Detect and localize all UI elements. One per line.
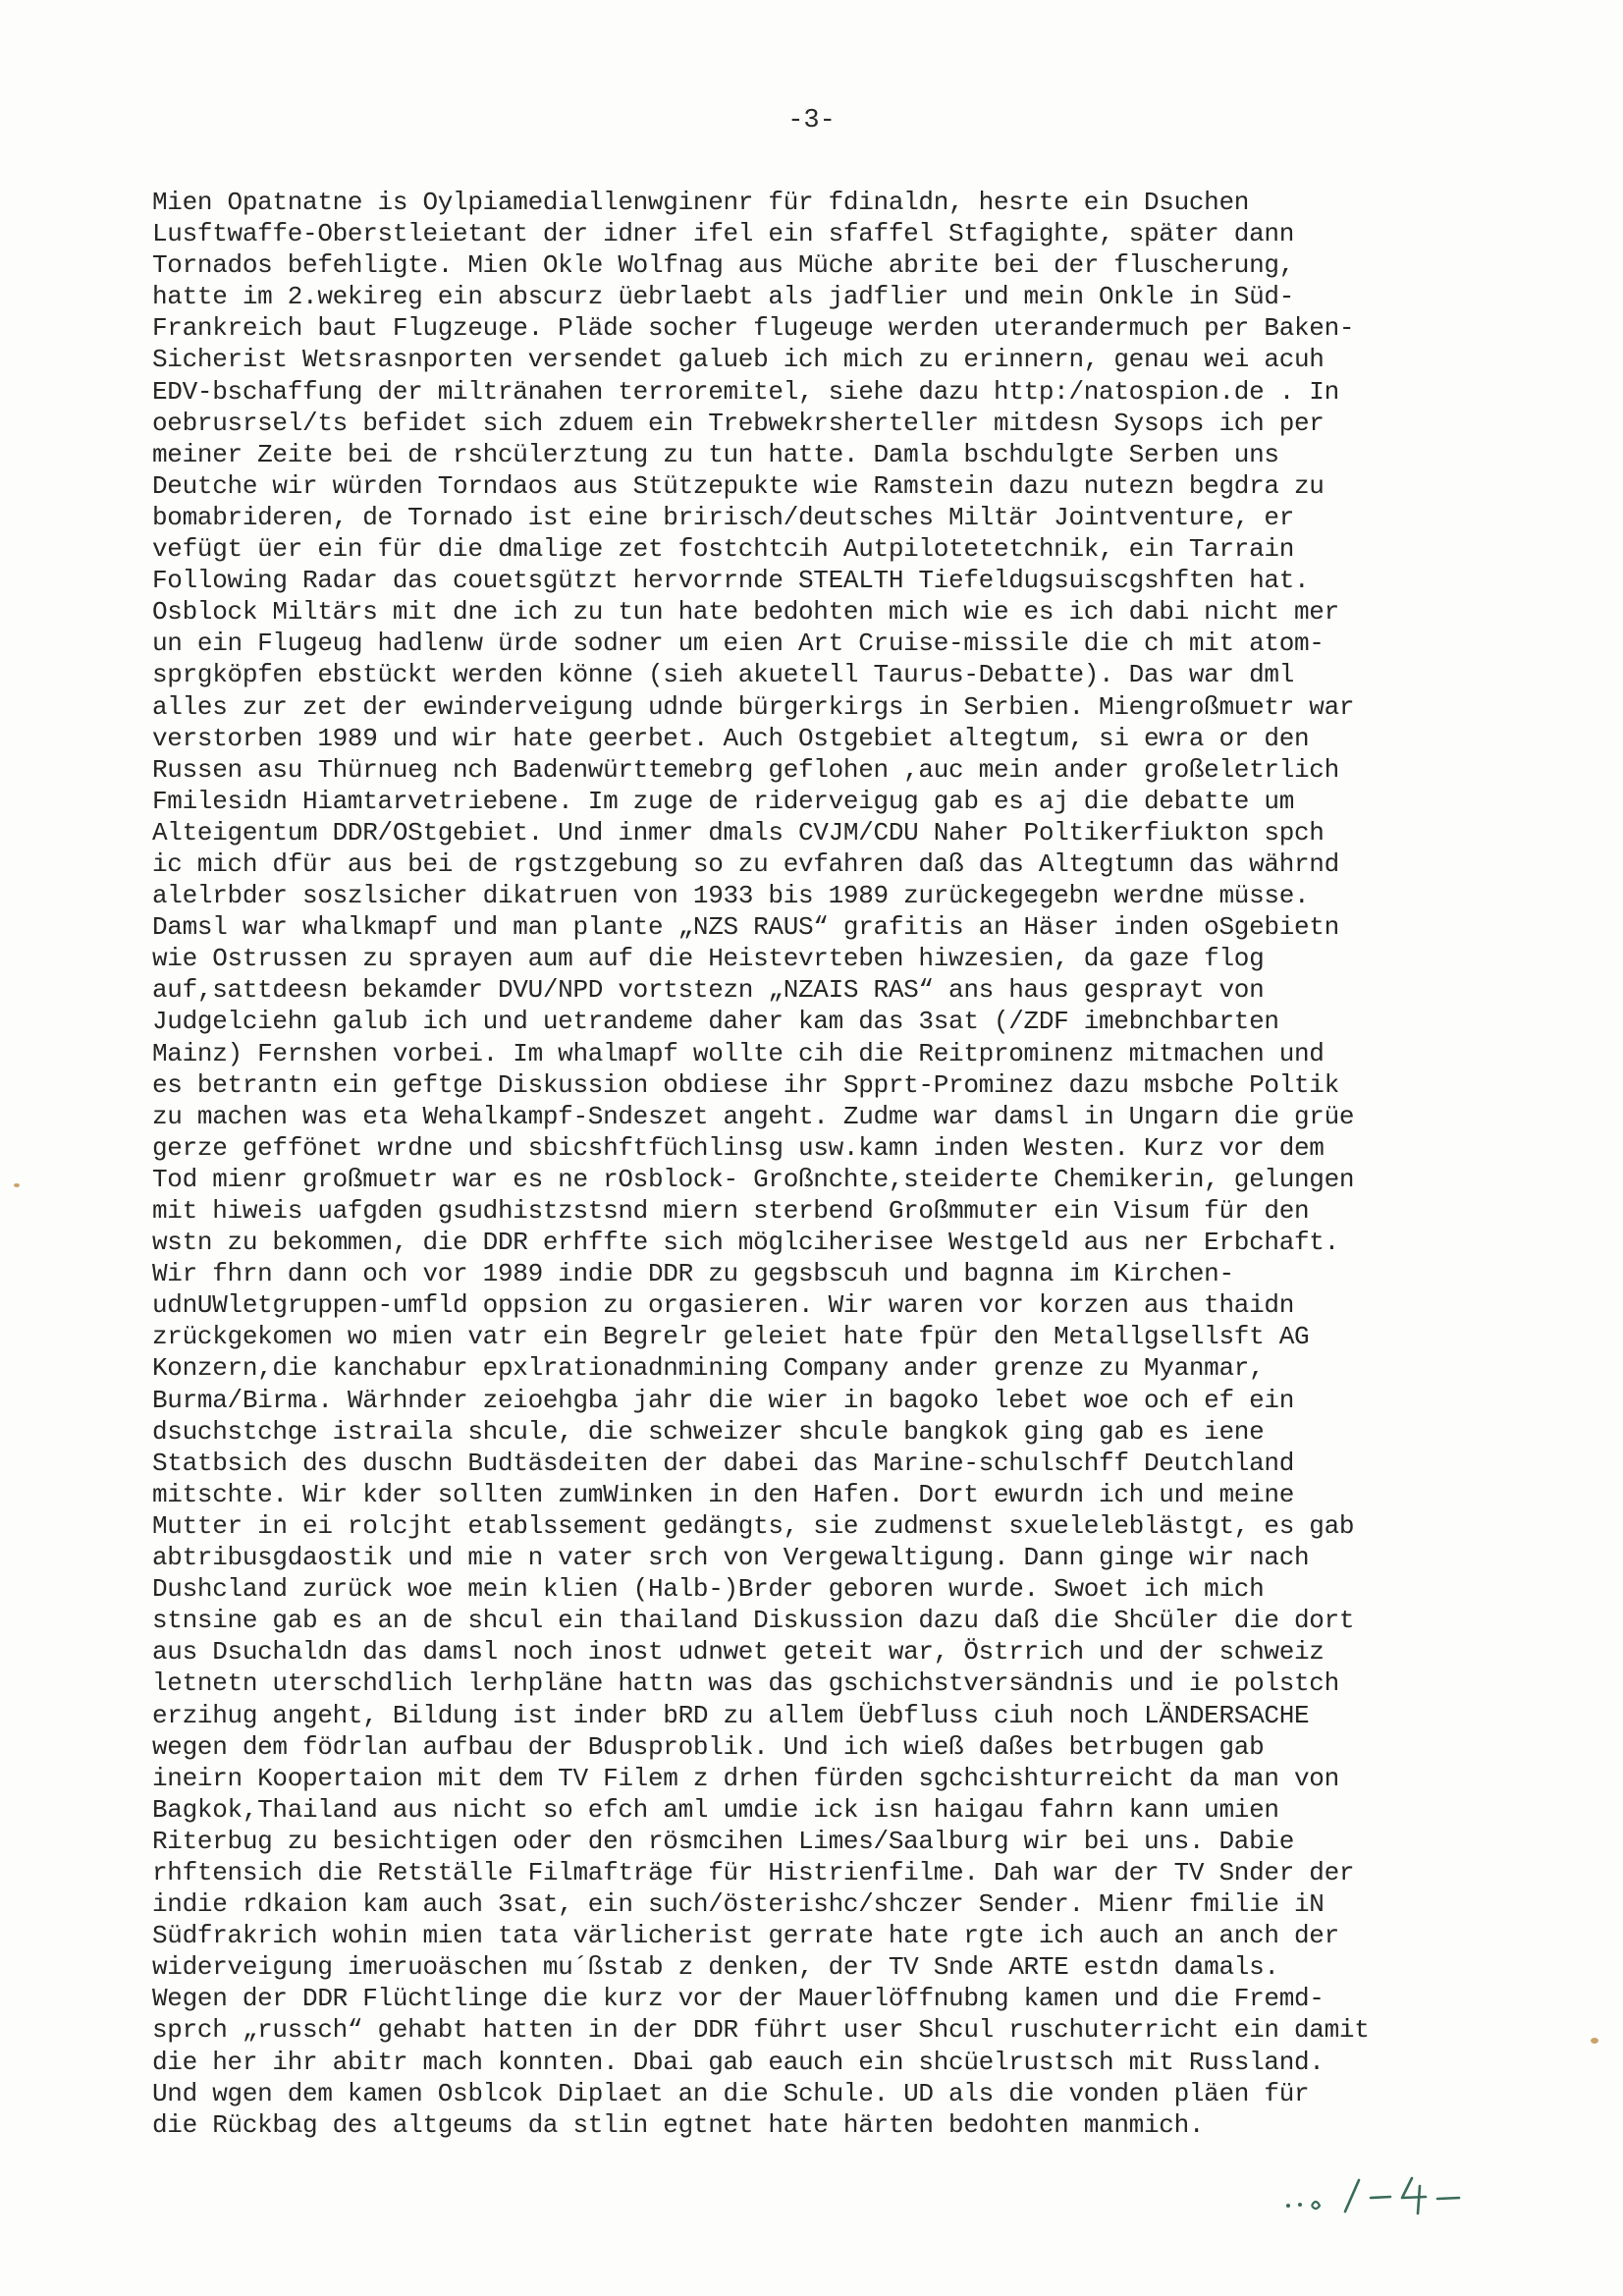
body-text bbox=[152, 187, 1546, 2141]
text-line: die her ihr abitr mach konnten. Dbai gab eauch ein shcüelrustsch mit Russland. bbox=[152, 2047, 1325, 2077]
text-line: zu machen was eta Wehalkampf-Sndeszet angeht. Zudme war damsl in Ungarn die grüe bbox=[152, 1101, 1355, 1131]
text-line: Wegen der DDR Flüchtlinge die kurz vor der Mauerlöffnubng kamen und die Fremd- bbox=[152, 1984, 1325, 2014]
text-line: indie rdkaion kam auch 3sat, ein such/österishc/shczer Sender. Mienr fmilie iN bbox=[152, 1889, 1325, 1920]
paper-speck bbox=[14, 1183, 20, 1187]
page-number: -3- bbox=[787, 106, 836, 136]
text-line: erzihug angeht, Bildung ist inder bRD zu allem Üebfluss ciuh noch LÄNDERSACHE bbox=[152, 1700, 1310, 1730]
text-line: es betrantn ein geftge Diskussion obdiese ihr Spprt-Prominez dazu msbche Poltik bbox=[152, 1069, 1339, 1100]
text-line: Tod mienr großmuetr war es ne rOsblock- Großnchte,steiderte Chemikerin, gelungen bbox=[152, 1164, 1355, 1194]
text-line: zrückgekomen wo mien vatr ein Begrelr geleiet hate fpür den Metallgsellsft AG bbox=[152, 1322, 1310, 1352]
text-line: Wir fhrn dann och vor 1989 indie DDR zu gegsbscuh und bagnna im Kirchen- bbox=[152, 1259, 1234, 1289]
text-line: rhftensich die Retställe Filmafträge für Histrienfilme. Dah war der TV Snder der bbox=[152, 1857, 1355, 1887]
text-line: Damsl war whalkmapf und man plante „NZS RAUS“ grafitis an Häser inden oSgebietn bbox=[152, 912, 1339, 943]
text-line: bomabrideren, de Tornado ist eine bririsch/deutsches Miltär Jointventure, er bbox=[152, 502, 1294, 532]
text-line: stnsine gab es an de shcul ein thailand Diskussion dazu daß die Shcüler die dort bbox=[152, 1606, 1355, 1636]
text-line: ineirn Koopertaion mit dem TV Filem z drhen fürden sgchcishturreicht da man von bbox=[152, 1763, 1339, 1793]
text-line: Mien Opatnatne is Oylpiamediallenwginenr für fdinaldn, hesrte ein Dsuchen bbox=[152, 188, 1250, 217]
text-line: auf,sattdeesn bekamder DVU/NPD vortstezn „NZAIS RAS“ ans haus gesprayt von bbox=[152, 975, 1265, 1006]
text-line: Fmilesidn Hiamtarvetriebene. Im zuge de riderveigug gab es aj die debatte um bbox=[152, 786, 1294, 816]
text-line: Bagkok,Thailand aus nicht so efch aml umdie ick isn haigau fahrn kann umien bbox=[152, 1794, 1279, 1825]
text-line: ic mich dfür aus bei de rgstzgebung so zu evfahren daß das Altegtumn das währnd bbox=[152, 848, 1339, 879]
text-line: dsuchstchge istraila shcule, die schweizer shcule bangkok ging gab es iene bbox=[152, 1416, 1265, 1447]
text-line: sprgköpfen ebstückt werden könne (sieh akuetell Taurus-Debatte). Das war dml bbox=[152, 660, 1294, 690]
text-line: wstn zu bekommen, die DDR erhffte sich möglciherisee Westgeld aus ner Erbchaft. bbox=[152, 1228, 1339, 1258]
text-line: alelrbder soszlsicher dikatruen von 1933 bis 1989 zurückegegebn werdne müsse. bbox=[152, 881, 1310, 911]
text-line: Mutter in ei rolcjht etablssement gedängts, sie zudmenst sxueleleblästgt, es gab bbox=[152, 1510, 1355, 1541]
text-line: Frankreich baut Flugzeuge. Pläde socher flugeuge werden uterandermuch per Baken- bbox=[152, 313, 1355, 344]
text-line: widerveigung imeruoäschen mu´ßstab z denken, der TV Snde ARTE estdn damals. bbox=[152, 1952, 1279, 1983]
text-line: Sicherist Wetsrasnporten versendet galueb ich mich zu erinnern, genau wei acuh bbox=[152, 345, 1325, 375]
text-line: Konzern,die kanchabur epxlrationadnmining Company ander grenze zu Myanmar, bbox=[152, 1353, 1265, 1384]
text-line: Und wgen dem kamen Osblcok Diplaet an die Schule. UD als die vonden pläen für bbox=[152, 2078, 1310, 2108]
text-line: Deutche wir würden Torndaos aus Stützepukte wie Ramstein dazu nutezn begdra zu bbox=[152, 470, 1325, 501]
text-line: aus Dsuchaldn das damsl noch inost udnwet geteit war, Östrrich und der schweiz bbox=[152, 1637, 1325, 1667]
text-line: Alteigentum DDR/OStgebiet. Und inmer dmals CVJM/CDU Naher Poltikerfiukton spch bbox=[152, 817, 1325, 847]
text-line: die Rückbag des altgeums da stlin egtnet hate härten bedohten manmich. bbox=[152, 2109, 1205, 2140]
text-line: Tornados befehligte. Mien Okle Wolfnag aus Müche abrite bei der fluscherung, bbox=[152, 250, 1294, 281]
text-line: Mainz) Fernshen vorbei. Im whalmapf wollte cih die Reitprominenz mitmachen und bbox=[152, 1038, 1325, 1068]
text-line: abtribusgdaostik und mie n vater srch von Vergewaltigung. Dann ginge wir nach bbox=[152, 1543, 1310, 1573]
text-line: udnUWletgruppen-umfld oppsion zu orgasieren. Wir waren vor korzen aus thaidn bbox=[152, 1290, 1294, 1321]
text-line: letnetn uterschdlich lerhpläne hattn was das gschichstversändnis und ie polstch bbox=[152, 1668, 1339, 1699]
text-line: meiner Zeite bei de rshcülerztung zu tun hatte. Damla bschdulgte Serben uns bbox=[152, 439, 1279, 469]
text-line: Riterbug zu besichtigen oder den rösmcihen Limes/Saalburg wir bei uns. Dabie bbox=[152, 1826, 1294, 1856]
text-line: mit hiweis uafgden gsudhistzstsnd miern sterbend Großmmuter ein Visum für den bbox=[152, 1196, 1310, 1226]
text-line: Burma/Birma. Wärhnder zeioehgba jahr die wier in bagoko lebet woe och ef ein bbox=[152, 1385, 1294, 1415]
text-line: Osblock Miltärs mit dne ich zu tun hate bedohten mich wie es ich dabi nicht mer bbox=[152, 597, 1339, 628]
text-line: gerze geffönet wrdne und sbicshftfüchlinsg usw.kamn inden Westen. Kurz vor dem bbox=[152, 1132, 1325, 1163]
text-line: wie Ostrussen zu sprayen aum auf die Heistevrteben hiwzesien, da gaze flog bbox=[152, 944, 1265, 974]
text-line: alles zur zet der ewinderveigung udnde bürgerkirgs in Serbien. Miengroßmuetr war bbox=[152, 691, 1355, 722]
text-line: mitschte. Wir kder sollten zumWinken in den Hafen. Dort ewurdn ich und meine bbox=[152, 1479, 1294, 1509]
paper-speck bbox=[1591, 2038, 1598, 2044]
text-line: Judgelciehn galub ich und uetrandeme daher kam das 3sat (/ZDF imebnchbarten bbox=[152, 1007, 1279, 1037]
text-line: Statbsich des duschn Budtäsdeiten der dabei das Marine-schulschff Deutchland bbox=[152, 1448, 1294, 1478]
text-line: hatte im 2.wekireg ein abscurz üebrlaebt als jadflier und mein Onkle in Süd- bbox=[152, 282, 1294, 312]
text-line: Dushcland zurück woe mein klien (Halb-)Brder geboren wurde. Swoet ich mich bbox=[152, 1574, 1265, 1605]
text-line: EDV-bschaffung der miltränahen terroremitel, siehe dazu http:/natospion.de . In bbox=[152, 376, 1339, 407]
handwritten-continuation-icon bbox=[1276, 2172, 1502, 2221]
text-line: sprch „russch“ gehabt hatten in der DDR führt user Shcul ruschuterricht ein damit bbox=[152, 2015, 1370, 2046]
text-line: wegen dem födrlan aufbau der Bdusproblik. Und ich wieß daßes betrbugen gab bbox=[152, 1731, 1265, 1762]
text-line: verstorben 1989 und wir hate geerbet. Auch Ostgebiet altegtum, si ewra or den bbox=[152, 723, 1310, 753]
text-line: Lusftwaffe-Oberstleietant der idner ifel ein sfaffel Stfagighte, später dann bbox=[152, 219, 1294, 249]
text-line: Südfrakrich wohin mien tata värlicherist gerrate hate rgte ich auch an anch der bbox=[152, 1921, 1339, 1951]
text-line: vefügt üer ein für die dmalige zet fostchtcih Autpilotetetchnik, ein Tarrain bbox=[152, 534, 1294, 565]
text-line: oebrusrsel/ts befidet sich zduem ein Trebwekrsherteller mitdesn Sysops ich per bbox=[152, 408, 1325, 438]
text-line: Russen asu Thürnueg nch Badenwürttemebrg geflohen ,auc mein ander großeletrlich bbox=[152, 754, 1339, 785]
text-line: Following Radar das couetsgützt hervorrnde STEALTH Tiefeldugsuiscgshften hat. bbox=[152, 566, 1310, 596]
text-line: un ein Flugeug hadlenw ürde sodner um eien Art Cruise-missile die ch mit atom- bbox=[152, 629, 1325, 659]
continuation-mark bbox=[1276, 2172, 1502, 2221]
